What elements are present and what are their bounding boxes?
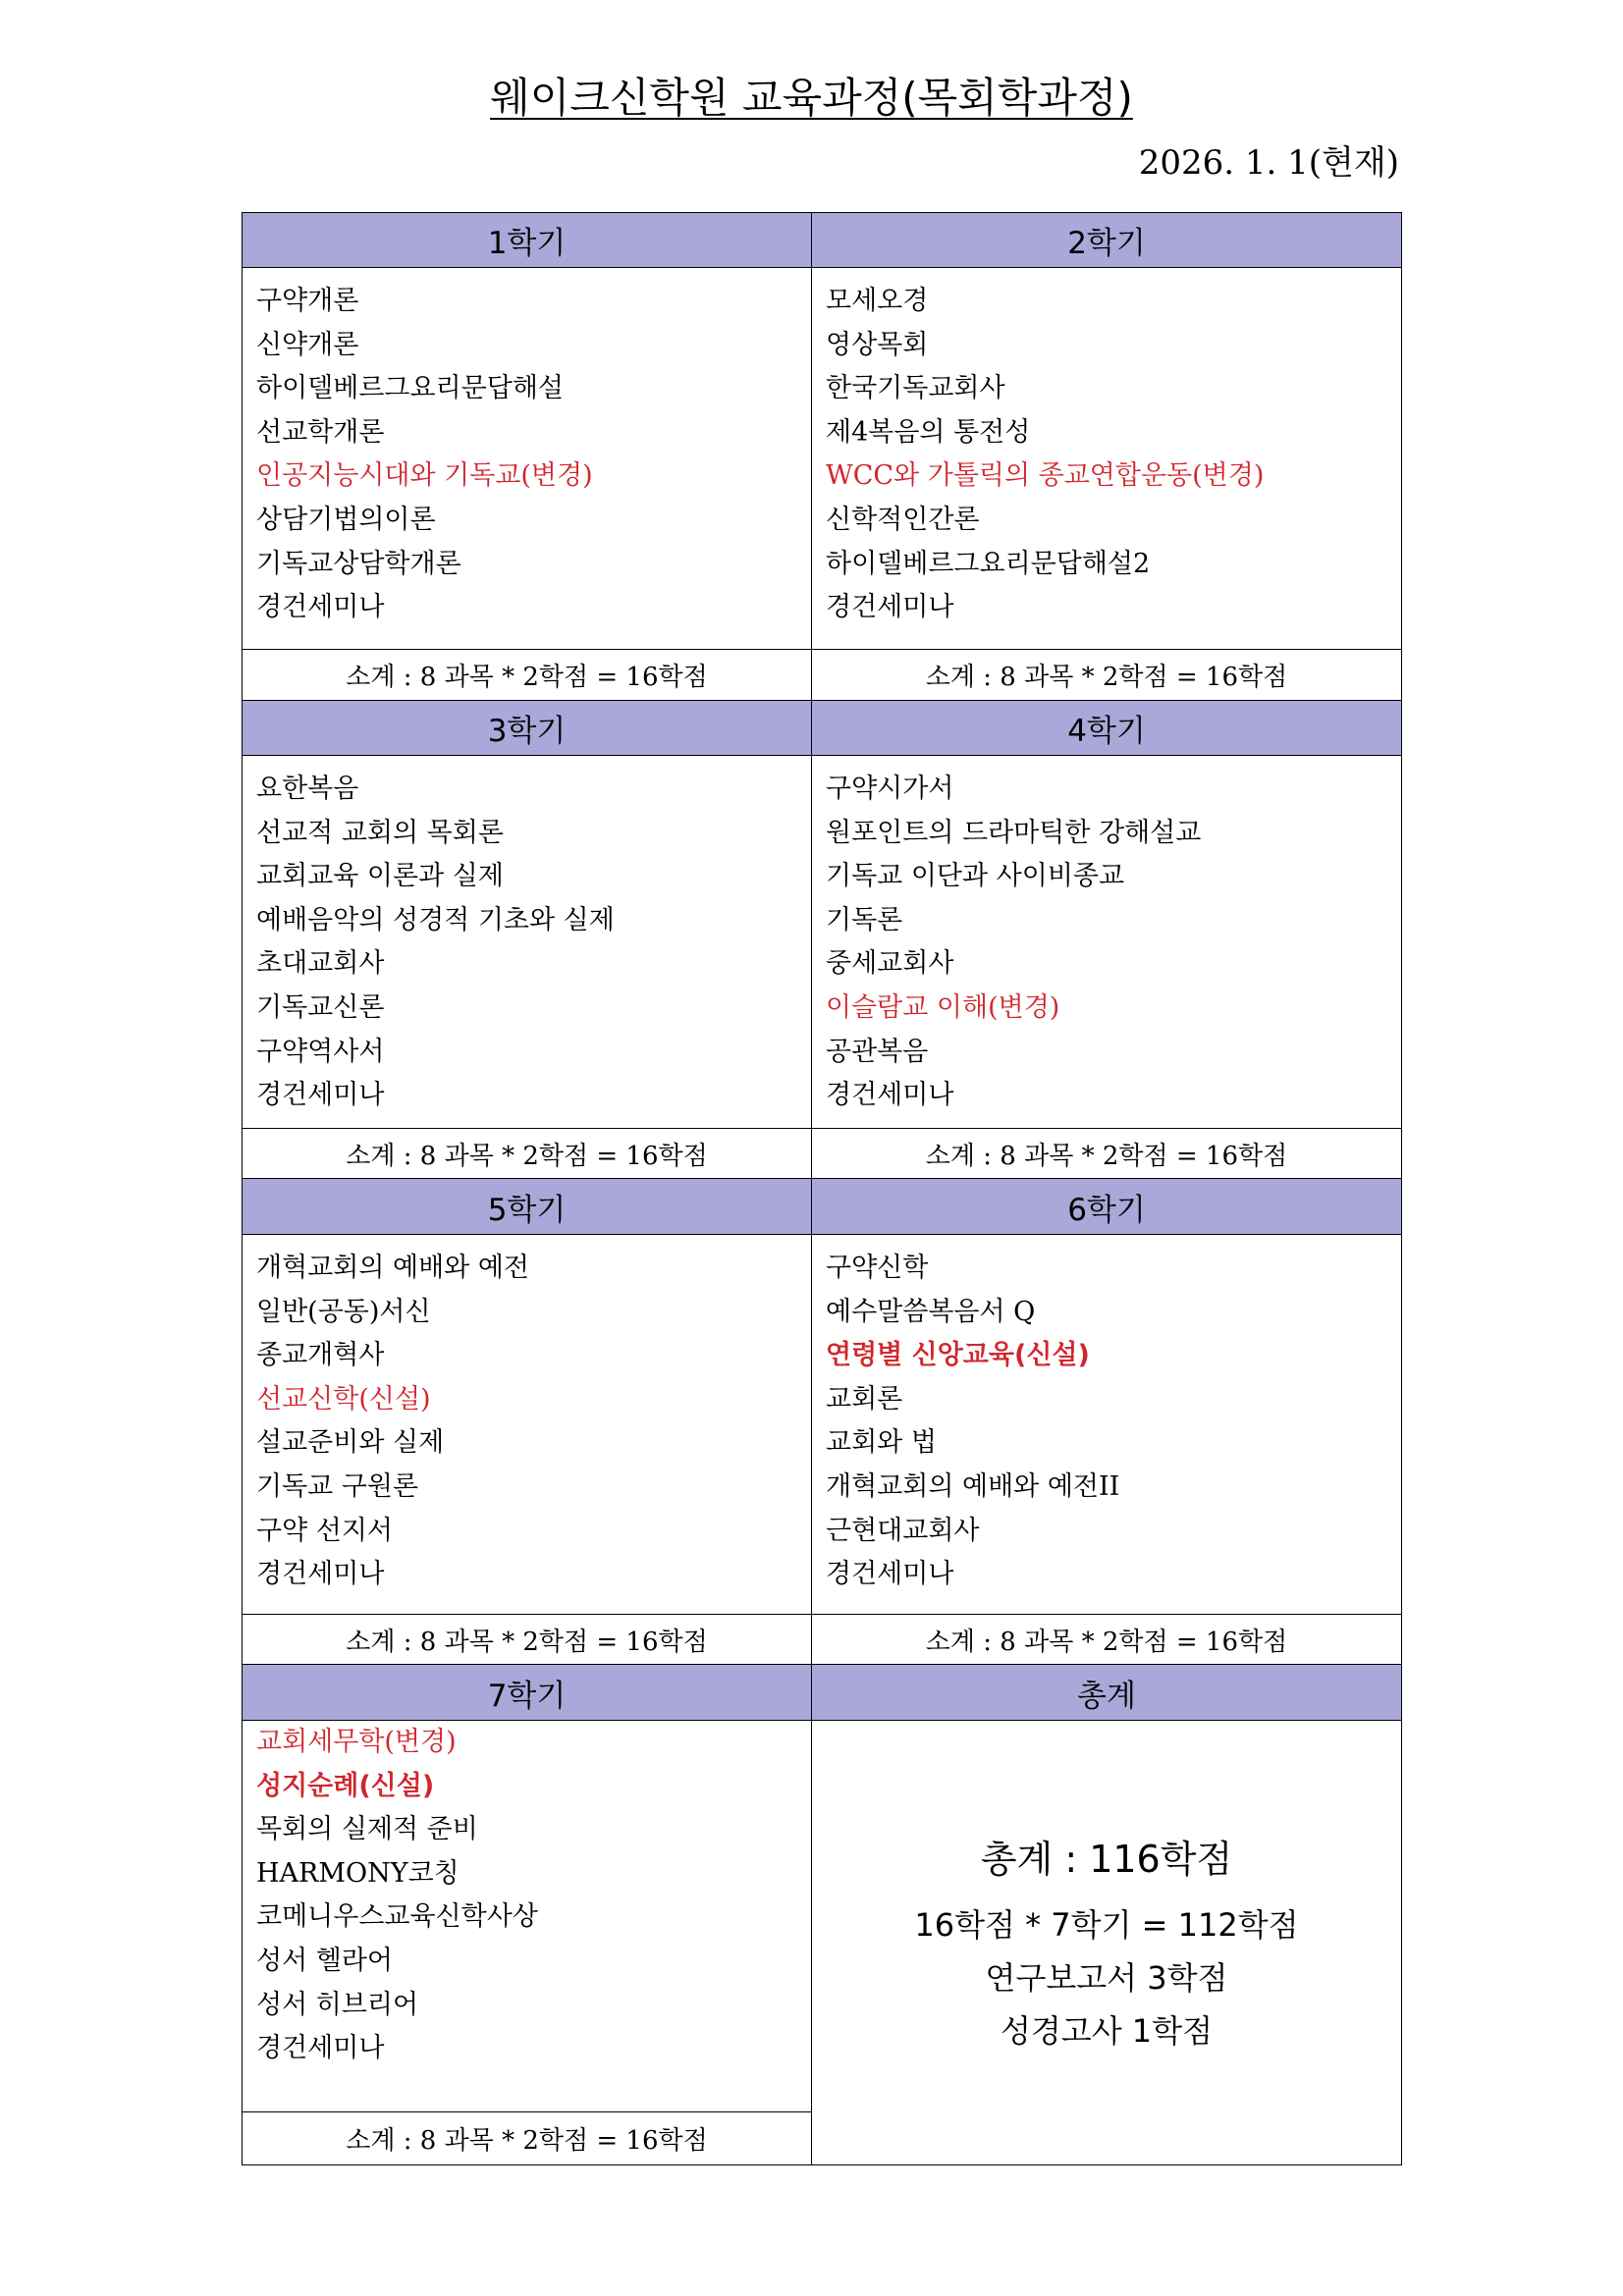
- semester-3-subtotal: 소계 : 8 과목 * 2학점 = 16학점: [243, 1129, 812, 1179]
- course-item: 선교적 교회의 목회론: [256, 817, 504, 848]
- course-item: 일반(공동)서신: [256, 1296, 431, 1327]
- course-item: 한국기독교회사: [826, 373, 1005, 404]
- course-item: 제4복음의 통전성: [826, 416, 1031, 448]
- course-item: 경건세미나: [826, 1559, 954, 1590]
- total-line-2: 연구보고서 3학점: [985, 1959, 1228, 1997]
- semester-4-subtotal: 소계 : 8 과목 * 2학점 = 16학점: [812, 1129, 1402, 1179]
- course-item: 상담기법의이론: [256, 504, 436, 535]
- document-date: 2026. 1. 1(현재): [1138, 143, 1399, 183]
- curriculum-table: [242, 212, 1402, 2165]
- course-item: 기독교상담학개론: [256, 548, 461, 579]
- course-item: 교회세무학(변경): [256, 1727, 457, 1757]
- course-item: 하이델베르그요리문답해설2: [826, 548, 1151, 579]
- course-item: HARMONY코칭: [256, 1857, 460, 1889]
- course-item: 모세오경: [826, 286, 929, 316]
- course-item: 교회론: [826, 1383, 903, 1415]
- course-item: 예배음악의 성경적 기초와 실제: [256, 904, 615, 935]
- course-item: 개혁교회의 예배와 예전II: [826, 1470, 1120, 1502]
- course-item: 성지순례(신설): [256, 1770, 435, 1801]
- semester-7-subtotal: 소계 : 8 과목 * 2학점 = 16학점: [243, 2112, 812, 2165]
- semester-5-course-list: [243, 1235, 812, 1615]
- semester-6-subtotal: 소계 : 8 과목 * 2학점 = 16학점: [812, 1615, 1402, 1665]
- total-header: 총계: [812, 1665, 1402, 1721]
- course-item: 공관복음: [826, 1036, 929, 1067]
- semester-7-header: 7학기: [243, 1665, 812, 1721]
- course-item: 기독론: [826, 904, 903, 935]
- course-item: 경건세미나: [256, 592, 385, 623]
- course-item: 목회의 실제적 준비: [256, 1814, 478, 1845]
- course-item: WCC와 가톨릭의 종교연합운동(변경): [826, 460, 1265, 492]
- page-title: 웨이크신학원 교육과정(목회학과정): [490, 74, 1133, 122]
- semester-2-header: 2학기: [812, 213, 1402, 268]
- course-item: 선교학개론: [256, 416, 385, 448]
- course-item: 교회교육 이론과 실제: [256, 861, 504, 892]
- course-item: 인공지능시대와 기독교(변경): [256, 460, 593, 492]
- semester-4-course-list: [812, 756, 1402, 1129]
- course-item: 예수말씀복음서 Q: [826, 1296, 1036, 1327]
- course-item: 근현대교회사: [826, 1515, 980, 1546]
- course-item: 선교신학(신설): [256, 1383, 431, 1415]
- semester-1-course-list: [243, 268, 812, 650]
- semester-4-header: 4학기: [812, 701, 1402, 756]
- course-item: 중세교회사: [826, 948, 954, 980]
- course-item: 경건세미나: [256, 1080, 385, 1111]
- course-item: 이슬람교 이해(변경): [826, 991, 1060, 1023]
- total-line-1: 16학점 * 7학기 = 112학점: [914, 1906, 1299, 1944]
- semester-5-subtotal: 소계 : 8 과목 * 2학점 = 16학점: [243, 1615, 812, 1665]
- course-item: 교회와 법: [826, 1427, 937, 1459]
- course-item: 성서 헬라어: [256, 1945, 393, 1976]
- course-item: 연령별 신앙교육(신설): [826, 1340, 1090, 1371]
- course-item: 요한복음: [256, 774, 359, 804]
- course-item: 경건세미나: [256, 1559, 385, 1590]
- course-item: 개혁교회의 예배와 예전: [256, 1253, 529, 1283]
- semester-3-header: 3학기: [243, 701, 812, 756]
- course-item: 초대교회사: [256, 948, 385, 980]
- course-item: 종교개혁사: [256, 1340, 385, 1371]
- course-item: 하이델베르그요리문답해설: [256, 373, 564, 404]
- semester-6-course-list: [812, 1235, 1402, 1615]
- course-item: 구약시가서: [826, 774, 954, 804]
- semester-2-course-list: [812, 268, 1402, 650]
- semester-1-subtotal: 소계 : 8 과목 * 2학점 = 16학점: [243, 650, 812, 701]
- total-summary: [812, 1721, 1402, 2165]
- semester-6-header: 6학기: [812, 1179, 1402, 1235]
- course-item: 신학적인간론: [826, 504, 980, 535]
- course-item: 기독교 구원론: [256, 1470, 419, 1502]
- course-item: 신약개론: [256, 329, 359, 360]
- course-item: 경건세미나: [826, 592, 954, 623]
- course-item: 성서 히브리어: [256, 1989, 419, 2020]
- course-item: 구약역사서: [256, 1036, 385, 1067]
- total-line-3: 성경고사 1학점: [1000, 2012, 1213, 2050]
- course-item: 구약 선지서: [256, 1515, 393, 1546]
- semester-7-course-list: [243, 1721, 812, 2112]
- course-item: 코메니우스교육신학사상: [256, 1901, 538, 1933]
- course-item: 기독교신론: [256, 991, 385, 1023]
- semester-1-header: 1학기: [243, 213, 812, 268]
- course-item: 구약신학: [826, 1253, 929, 1283]
- semester-2-subtotal: 소계 : 8 과목 * 2학점 = 16학점: [812, 650, 1402, 701]
- course-item: 경건세미나: [826, 1080, 954, 1111]
- course-item: 원포인트의 드라마틱한 강해설교: [826, 817, 1202, 848]
- course-item: 경건세미나: [256, 2033, 385, 2064]
- course-item: 영상목회: [826, 329, 929, 360]
- grand-total: 총계 : 116학점: [980, 1838, 1233, 1881]
- semester-3-course-list: [243, 756, 812, 1129]
- semester-5-header: 5학기: [243, 1179, 812, 1235]
- course-item: 기독교 이단과 사이비종교: [826, 861, 1125, 892]
- course-item: 설교준비와 실제: [256, 1427, 445, 1459]
- course-item: 구약개론: [256, 286, 359, 316]
